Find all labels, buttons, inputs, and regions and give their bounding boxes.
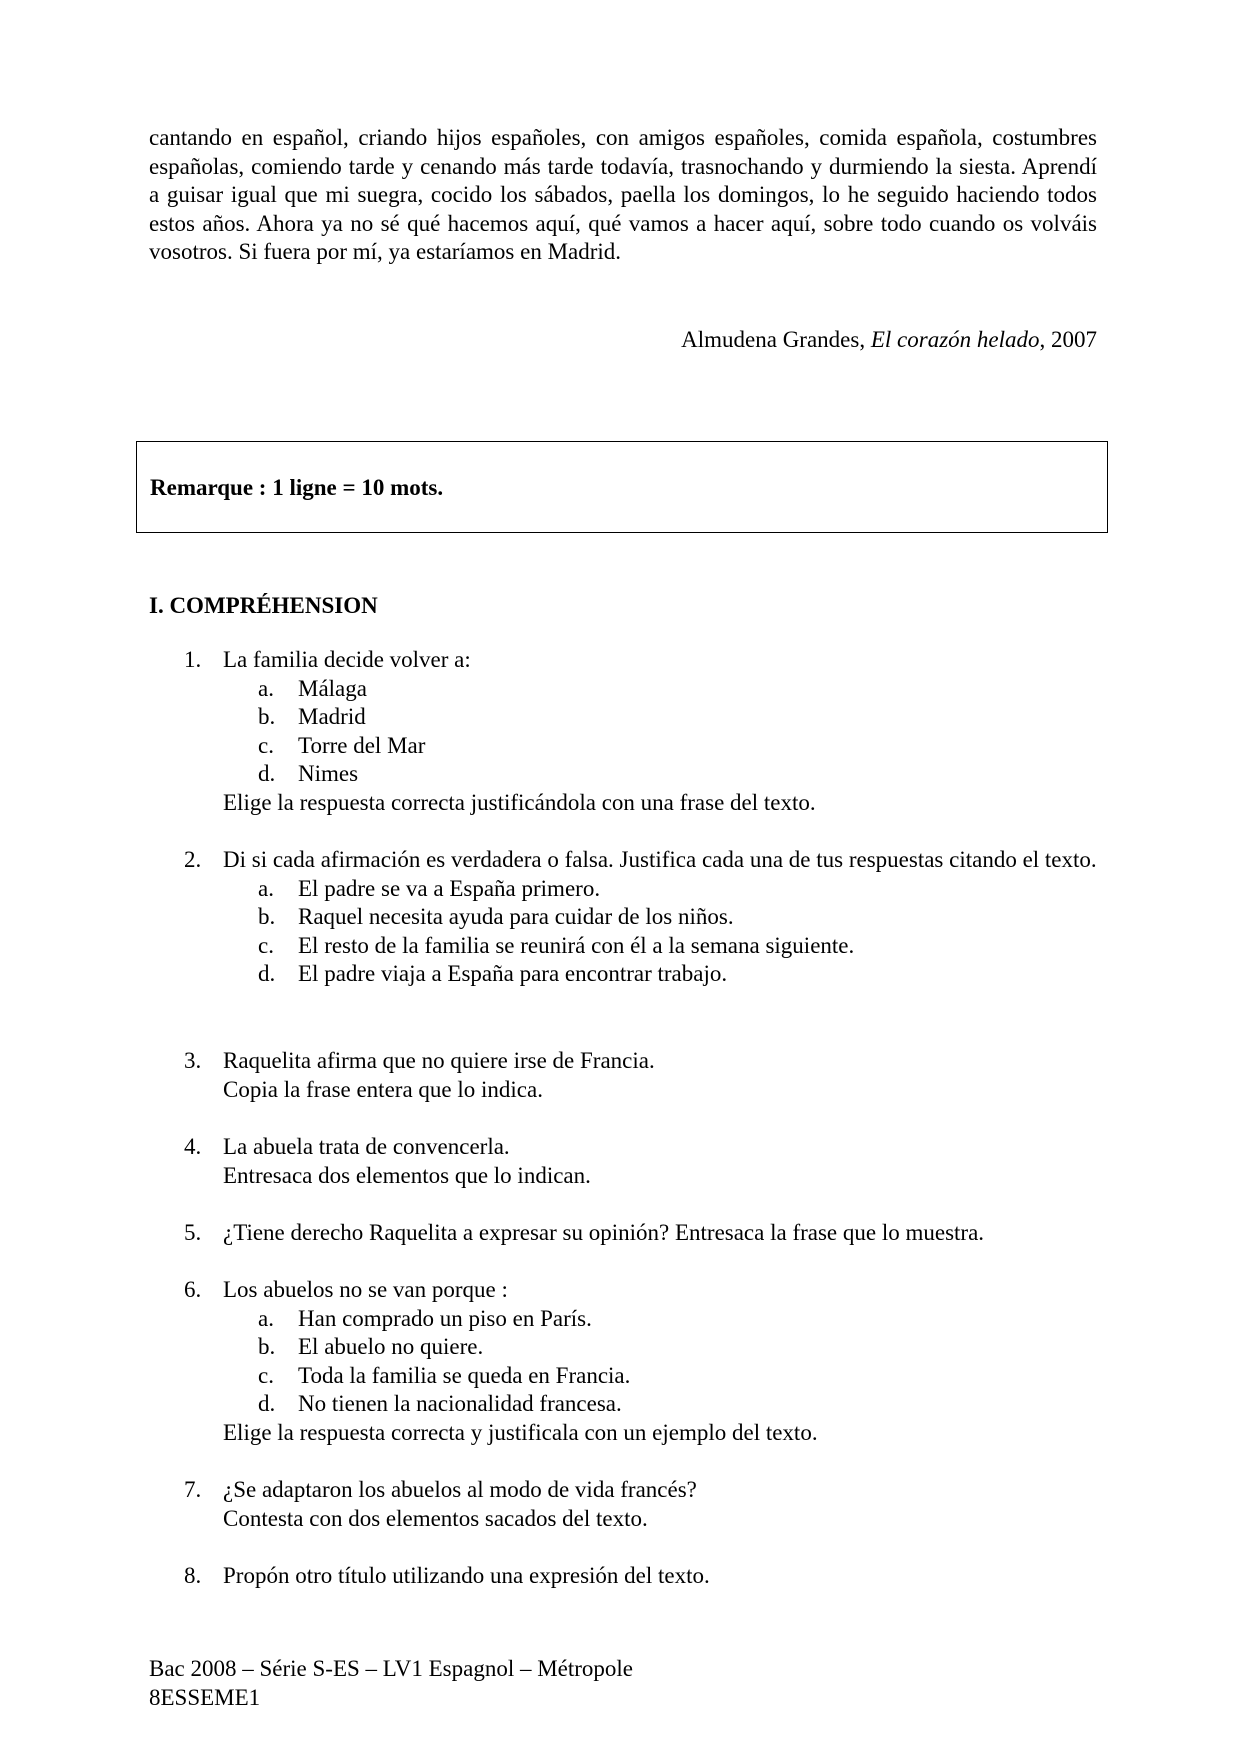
option-letter: a. — [258, 1305, 274, 1331]
passage-text: cantando en español, criando hijos españoles, con amigos españoles, comida española, costumbres españolas, comiendo tarde y cenando más tarde todavía, trasnochando y durmiendo la siesta. Aprendí a guisar igual que mi suegra, cocido los sábados, paella los domingos, lo he seguido haciendo todos estos años. Ahora ya no sé qué hacemos aquí, qué vamos a hacer aquí, sobre todo cuando os volváis vosotros. Si fuera por mí, ya estaríamos en Madrid. — [149, 125, 1097, 265]
options-list — [223, 675, 1097, 789]
question-7 — [149, 1476, 1097, 1533]
option-text: Málaga — [298, 675, 367, 701]
option-text: Torre del Mar — [298, 732, 426, 758]
remark-text: Remarque : 1 ligne = 10 mots. — [150, 475, 444, 500]
citation-author: Almudena Grandes, — [681, 327, 866, 352]
option-item — [223, 1362, 1097, 1391]
question-8 — [149, 1562, 1097, 1591]
option-item — [223, 1333, 1097, 1362]
section-title: I. COMPRÉHENSION — [149, 593, 378, 618]
question-2 — [149, 846, 1097, 989]
question-number: 7. — [184, 1477, 202, 1502]
option-letter: c. — [258, 932, 274, 958]
question-number: 8. — [184, 1563, 202, 1588]
option-text: El padre se va a España primero. — [298, 875, 601, 901]
option-text: Madrid — [298, 704, 366, 730]
remark-box — [136, 441, 1108, 533]
question-instruction: Copia la frase entera que lo indica. — [223, 1076, 543, 1102]
option-item — [223, 1305, 1097, 1334]
question-number: 4. — [184, 1134, 202, 1159]
option-text: Toda la familia se queda en Francia. — [298, 1362, 631, 1388]
citation-title: El corazón helado — [870, 327, 1040, 352]
option-item — [223, 960, 1097, 989]
option-text: No tienen la nacionalidad francesa. — [298, 1391, 622, 1417]
option-text: El padre viaja a España para encontrar trabajo. — [298, 961, 728, 987]
page-footer — [149, 1655, 633, 1712]
option-text: Raquel necesita ayuda para cuidar de los niños. — [298, 904, 734, 930]
options-list — [223, 1305, 1097, 1419]
option-item — [223, 875, 1097, 904]
option-text: Han comprado un piso en París. — [298, 1305, 592, 1331]
option-text: El resto de la familia se reunirá con él a la semana siguiente. — [298, 932, 855, 958]
question-text: Raquelita afirma que no quiere irse de Francia. — [223, 1048, 655, 1073]
question-text: Los abuelos no se van porque : — [223, 1277, 508, 1302]
question-number: 6. — [184, 1277, 202, 1302]
option-text: El abuelo no quiere. — [298, 1334, 484, 1360]
question-instruction: Elige la respuesta correcta justificándola con una frase del texto. — [223, 789, 816, 815]
citation-year: , 2007 — [1039, 327, 1097, 352]
option-item — [223, 760, 1097, 789]
question-1 — [149, 646, 1097, 818]
footer-code: 8ESSEME1 — [149, 1684, 261, 1710]
question-number: 1. — [184, 647, 202, 672]
option-letter: b. — [258, 1334, 276, 1360]
option-text: Nimes — [298, 761, 359, 787]
option-letter: a. — [258, 675, 274, 701]
question-text: Di si cada afirmación es verdadera o falsa. Justifica cada una de tus respuestas citando el texto. — [223, 847, 1097, 872]
option-item — [223, 932, 1097, 961]
option-letter: a. — [258, 875, 274, 901]
question-6 — [149, 1276, 1097, 1448]
question-number: 2. — [184, 847, 202, 872]
question-number: 5. — [184, 1220, 202, 1245]
question-instruction: Entresaca dos elementos que lo indican. — [223, 1162, 591, 1188]
option-letter: d. — [258, 761, 276, 787]
question-4 — [149, 1133, 1097, 1190]
option-item — [223, 703, 1097, 732]
question-text: La abuela trata de convencerla. — [223, 1134, 510, 1159]
question-instruction: Elige la respuesta correcta y justificala con un ejemplo del texto. — [223, 1419, 818, 1445]
question-5 — [149, 1219, 1097, 1248]
option-letter: c. — [258, 732, 274, 758]
question-text: ¿Se adaptaron los abuelos al modo de vida francés? — [223, 1477, 697, 1502]
question-number: 3. — [184, 1048, 202, 1073]
question-text: Propón otro título utilizando una expresión del texto. — [223, 1563, 710, 1588]
question-text: ¿Tiene derecho Raquelita a expresar su opinión? Entresaca la frase que lo muestra. — [223, 1220, 985, 1245]
option-letter: d. — [258, 1391, 276, 1417]
question-text: La familia decide volver a: — [223, 647, 471, 672]
option-item — [223, 1390, 1097, 1419]
citation — [149, 326, 1097, 355]
option-letter: d. — [258, 961, 276, 987]
option-item — [223, 903, 1097, 932]
question-instruction: Contesta con dos elementos sacados del texto. — [223, 1505, 648, 1531]
option-item — [223, 732, 1097, 761]
option-item — [223, 675, 1097, 704]
question-3 — [149, 1047, 1097, 1104]
option-letter: c. — [258, 1362, 274, 1388]
options-list — [223, 875, 1097, 989]
option-letter: b. — [258, 704, 276, 730]
footer-exam-info: Bac 2008 – Série S-ES – LV1 Espagnol – Métropole — [149, 1656, 634, 1681]
option-letter: b. — [258, 904, 276, 930]
